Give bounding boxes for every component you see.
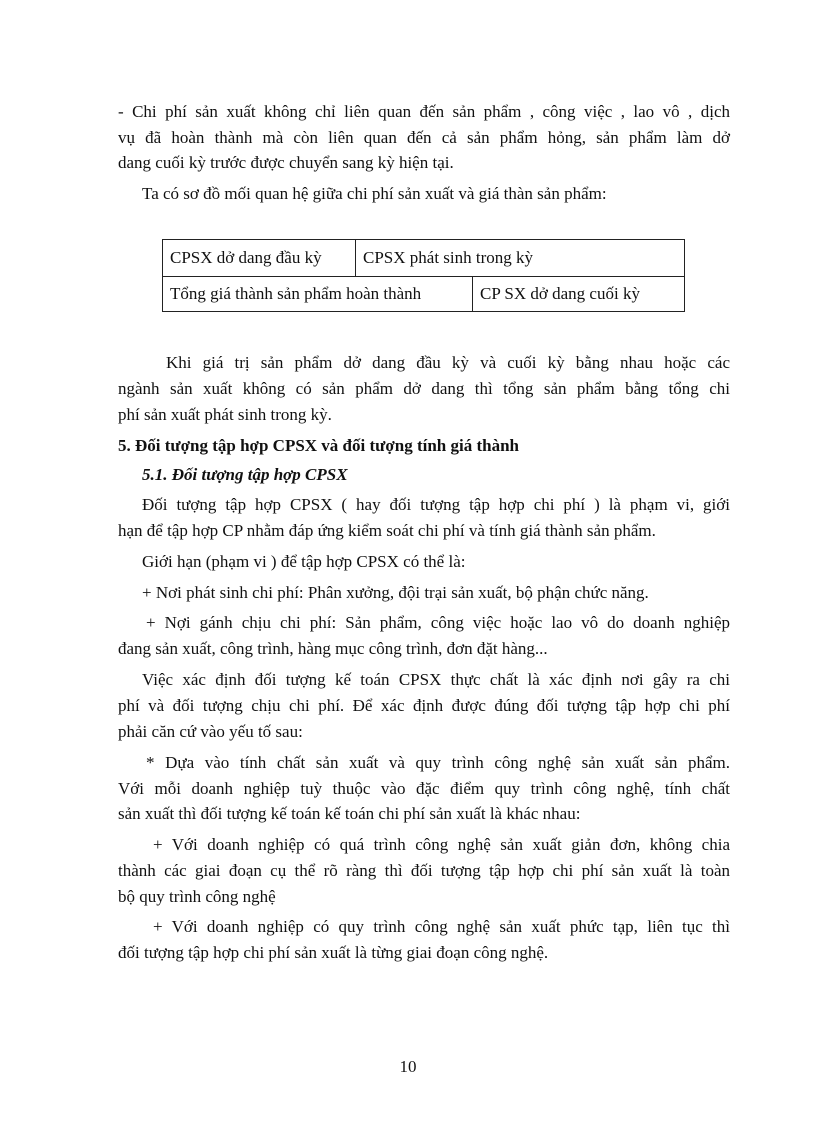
table-cell: CPSX dở dang đầu kỳ (163, 240, 356, 276)
body-line: bộ quy trình công nghệ (118, 887, 276, 906)
body-line: đối tượng tập hợp chi phí sản xuất là từng giai đoạn công nghệ. (118, 943, 549, 962)
paragraph-line: phí sản xuất phát sinh trong kỳ. (118, 405, 332, 424)
paragraph-line: dang cuối kỳ trước được chuyển sang kỳ hiện tại. (118, 153, 454, 172)
body-line: + Nơi phát sinh chi phí: Phân xưởng, đội trại sản xuất, bộ phận chức năng. (142, 583, 649, 602)
paragraph-line: ngành sản xuất không có sản phẩm dở dang thì tổng sản phẩm bằng tổng chi (118, 379, 730, 398)
page-number: 10 (399, 1057, 417, 1076)
body-line: sản xuất thì đối tượng kế toán kế toán chi phí sản xuất là khác nhau: (118, 804, 581, 823)
diagram-intro: Ta có sơ đồ mối quan hệ giữa chi phí sản xuất và giá thàn sản phẩm: (142, 184, 607, 203)
section-heading: 5. Đối tượng tập hợp CPSX và đối tượng tính giá thành (118, 436, 520, 455)
table-cell: CP SX dở dang cuối kỳ (480, 284, 640, 303)
body-line: * Dựa vào tính chất sản xuất và quy trình công nghệ sản xuất sản phẩm. (146, 753, 730, 772)
body-line: hạn để tập hợp CP nhằm đáp ứng kiểm soát chi phí và tính giá thành sản phẩm. (118, 521, 656, 540)
body-line: đang sản xuất, công trình, hàng mục công trình, đơn đặt hàng... (118, 639, 548, 658)
paragraph-line: vụ đã hoàn thành mà còn liên quan đến cả sản phẩm hỏng, sản phẩm làm dở (118, 128, 730, 147)
table-cell: Tổng giá thành sản phẩm hoàn thành (163, 276, 473, 312)
body-line: + Với doanh nghiệp có quy trình công nghệ sản xuất phức tạp, liên tục thì (153, 917, 730, 936)
body-line: + Nợi gánh chịu chi phí: Sản phẩm, công việc hoặc lao vô do doanh nghiệp (146, 613, 730, 632)
paragraph-line: - Chi phí sản xuất không chỉ liên quan đến sản phẩm , công việc , lao vô , dịch (118, 102, 730, 121)
body-line: phải căn cứ vào yếu tố sau: (118, 722, 303, 741)
subsection-heading: 5.1. Đối tượng tập hợp CPSX (142, 465, 348, 484)
table-row (163, 240, 684, 277)
table-row (163, 276, 684, 312)
body-line: Việc xác định đối tượng kế toán CPSX thực chất là xác định nơi gây ra chi (142, 670, 730, 689)
cost-relationship-table (162, 239, 685, 312)
body-line: Với mỗi doanh nghiệp tuỳ thuộc vào đặc điểm quy trình công nghệ, tính chất (118, 779, 730, 798)
body-line: + Với doanh nghiệp có quá trình công nghệ sản xuất giản đơn, không chia (153, 835, 730, 854)
body-line: thành các giai đoạn cụ thể rõ ràng thì đối tượng tập hợp chi phí sản xuất là toàn (118, 861, 730, 880)
body-line: Đối tượng tập hợp CPSX ( hay đối tượng tập hợp chi phí ) là phạm vi, giới (142, 495, 730, 514)
body-line: Giới hạn (phạm vi ) để tập hợp CPSX có thể là: (142, 552, 466, 571)
body-line: phí và đối tượng chịu chi phí. Để xác định được đúng đối tượng tập hợp chi phí (118, 696, 730, 715)
paragraph-line: Khi giá trị sản phẩm dở dang đầu kỳ và cuối kỳ bằng nhau hoặc các (166, 353, 730, 372)
table-cell: CPSX phát sinh trong kỳ (363, 248, 534, 267)
